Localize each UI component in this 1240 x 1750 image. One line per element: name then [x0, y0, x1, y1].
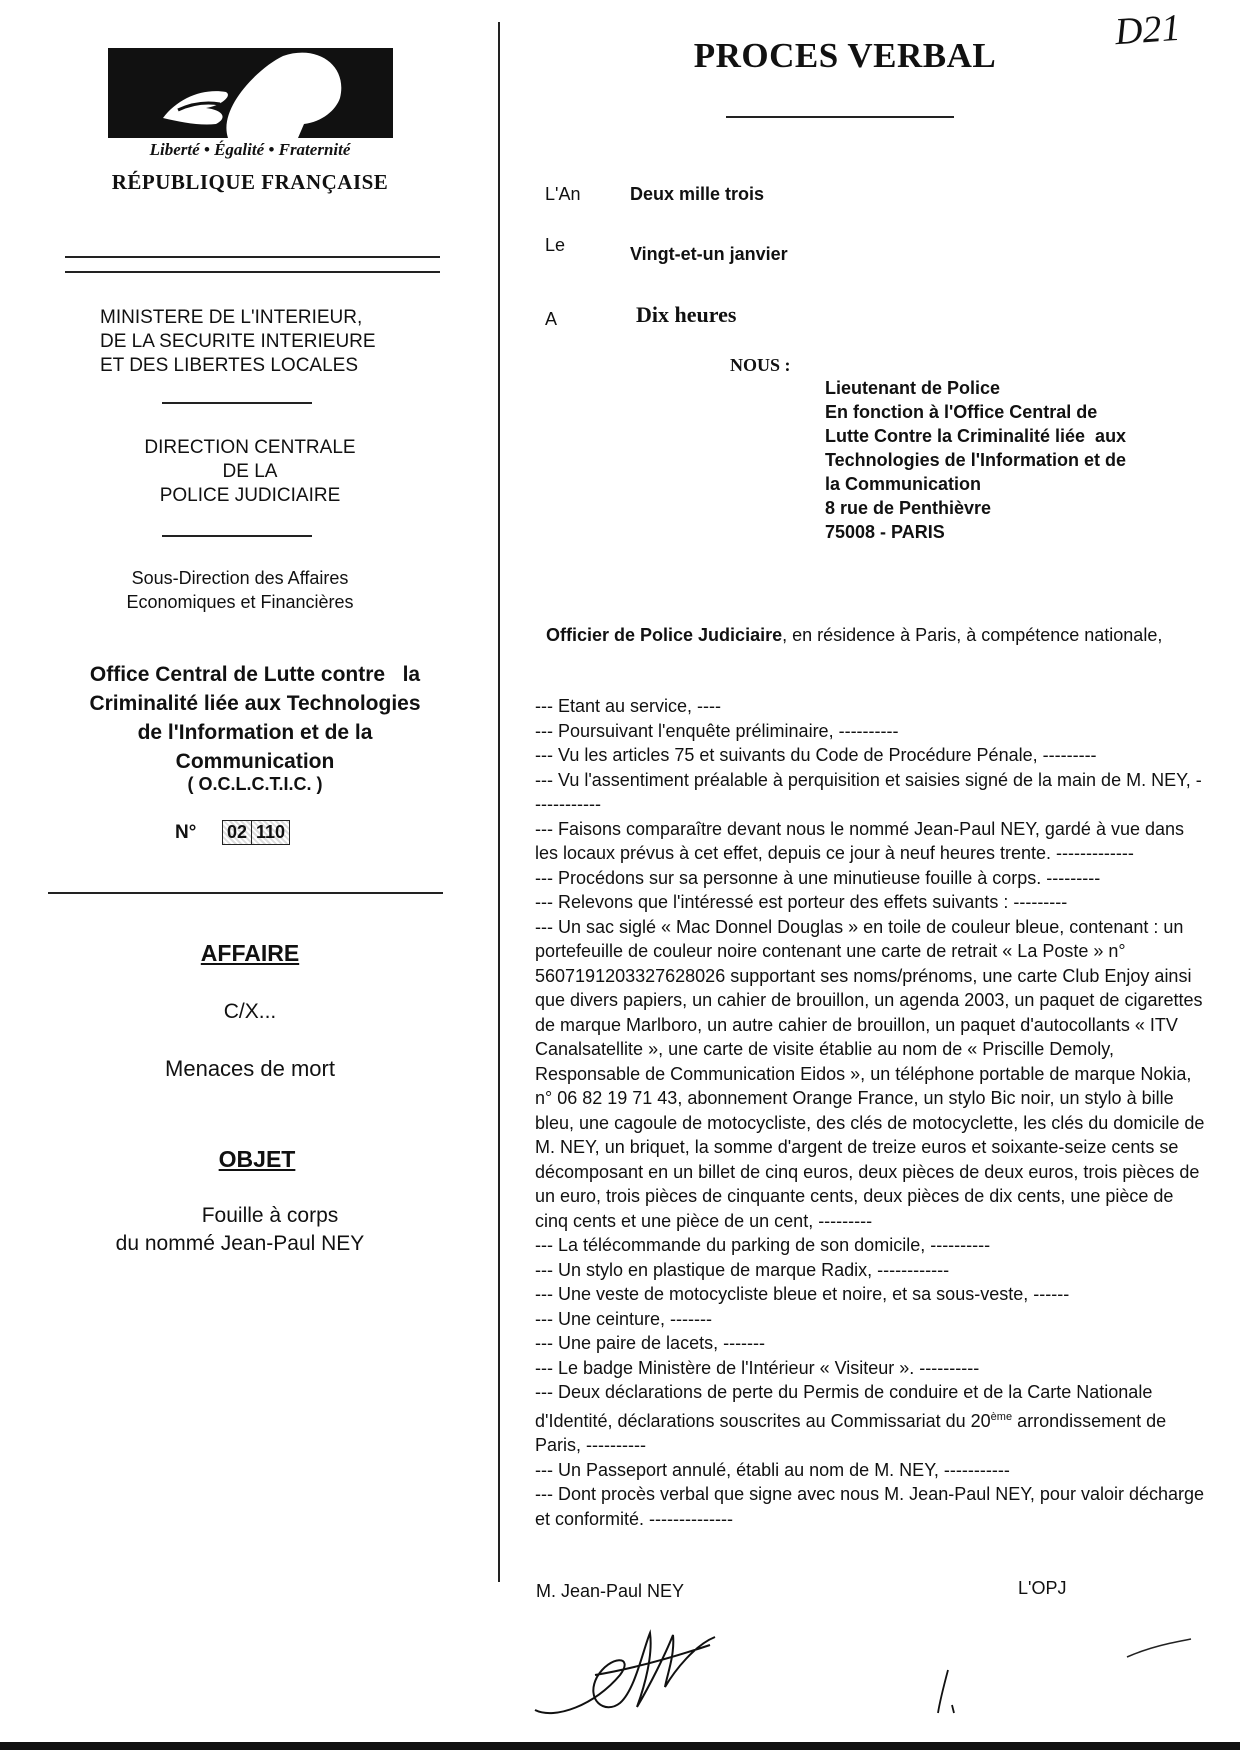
pv-paragraph: --- La télécommande du parking de son domicile, ----------	[535, 1235, 991, 1255]
office-line: de l'Information et de la	[137, 721, 373, 744]
title-underline	[726, 116, 954, 118]
officer-identity-block	[825, 376, 1215, 544]
objet-heading: OBJET	[218, 1146, 296, 1172]
pv-paragraph-declarations	[535, 1380, 1205, 1458]
officer-line: En fonction à l'Office Central de	[825, 402, 1098, 422]
republic-logo-block	[100, 48, 400, 233]
direction-block	[90, 436, 410, 508]
ministry-block	[100, 306, 430, 378]
pv-paragraph: --- Vu l'assentiment préalable à perquisition et saisies signé de la main de M. NEY, ------------	[535, 769, 1202, 814]
subdirection-line: Sous-Direction des Affaires	[131, 568, 349, 588]
header-divider-top	[65, 256, 440, 258]
scan-bottom-edge	[0, 1742, 1240, 1750]
subdirection-block	[80, 566, 400, 614]
officer-line: la Communication	[825, 474, 982, 494]
signer-left: M. Jean-Paul NEY	[536, 1581, 685, 1601]
number-label: N°	[175, 822, 197, 843]
nous-label: NOUS :	[730, 355, 791, 375]
a-value: Dix heures	[636, 302, 737, 327]
officer-line: 75008 - PARIS	[825, 522, 945, 542]
signature-ney-icon	[525, 1615, 725, 1725]
affaire-heading: AFFAIRE	[200, 940, 300, 966]
republic-name: RÉPUBLIQUE FRANÇAISE	[111, 170, 389, 194]
opj-intro	[546, 623, 1196, 648]
pv-paragraph: --- Faisons comparaître devant nous le nommé Jean-Paul NEY, gardé à vue dans les locaux prévus à cet effet, depuis ce jour à neuf heures trente. -------------	[535, 818, 1185, 863]
number-divider	[48, 892, 443, 894]
office-block	[55, 660, 455, 776]
column-divider	[498, 22, 500, 1582]
pv-paragraph: --- Le badge Ministère de l'Intérieur « Visiteur ». ----------	[535, 1357, 980, 1378]
pv-paragraph: --- Une ceinture, -------	[535, 1308, 713, 1329]
opj-title: Officier de Police Judiciaire	[546, 625, 783, 645]
pv-paragraph: --- Une veste de motocycliste bleue et noire, et sa sous-veste, ------	[535, 1284, 1070, 1304]
office-line: Criminalité liée aux Technologies	[89, 692, 421, 715]
office-line: Office Central de Lutte contre la	[89, 663, 421, 686]
office-line: Communication	[175, 750, 335, 773]
ministry-line: MINISTERE DE L'INTERIEUR,	[100, 307, 363, 328]
subdirection-line: Economiques et Financières	[126, 592, 354, 612]
an-label: L'An	[545, 184, 581, 204]
marianne-logo-icon	[108, 48, 393, 138]
pv-paragraph: --- Un Passeport annulé, établi au nom de M. NEY, -----------	[535, 1459, 1010, 1480]
pv-paragraph: --- Etant au service, ----	[535, 696, 722, 716]
an-value: Deux mille trois	[630, 184, 765, 204]
signer-right: L'OPJ	[1018, 1578, 1067, 1598]
number-part2: 110	[252, 821, 289, 844]
officer-line: Lutte Contre la Criminalité liée aux	[825, 426, 1127, 446]
pv-paragraph: --- Poursuivant l'enquête préliminaire, ----------	[535, 720, 899, 741]
opj-residence: , en résidence à Paris, à compétence nationale,	[782, 625, 1163, 645]
declarations-text-end: arrondissement de Paris, ----------	[535, 1410, 1167, 1455]
pv-paragraph: --- Relevons que l'intéressé est porteur des effets suivants : ---------	[535, 892, 1068, 912]
handwritten-doc-code: D21	[1113, 6, 1182, 54]
pv-paragraph: --- Un stylo en plastique de marque Radix, ------------	[535, 1259, 950, 1280]
declarations-superscript: ème	[990, 1410, 1013, 1423]
officer-line: 8 rue de Penthièvre	[825, 498, 992, 518]
office-acronym: ( O.C.L.C.T.I.C. )	[187, 774, 323, 794]
direction-line: DIRECTION CENTRALE	[144, 437, 356, 458]
pv-paragraph: --- Une paire de lacets, -------	[535, 1333, 766, 1353]
number-part1: 02	[223, 821, 252, 844]
objet-line2: du nommé Jean-Paul NEY	[115, 1232, 365, 1255]
le-label: Le	[545, 235, 566, 255]
affaire-parties: C/X...	[223, 1000, 277, 1023]
signature-opj-icon	[930, 1665, 960, 1720]
le-value: Vingt-et-un janvier	[630, 244, 788, 264]
a-label: A	[545, 309, 558, 329]
objet-line1: Fouille à corps	[201, 1204, 339, 1227]
pv-paragraph: --- Procédons sur sa personne à une minutieuse fouille à corps. ---------	[535, 867, 1101, 888]
pv-paragraph-effects: --- Un sac siglé « Mac Donnel Douglas » en toile de couleur bleue, contenant : un portefeuille de couleur noire contenant une carte de retrait « La Poste » n° 5607191203327628026 supportant ses noms/prénoms, une carte Club Enjoy ainsi que divers papiers, un cahier de brouillon, un agenda 2003, un paquet de cigarettes de marque Marlboro, un autre cahier de brouillon, un paquet d'autocollants « ITV Canalsatellite », une carte de visite établie au nom de « Priscille Demoly, Responsable de Communication Eidos », un téléphone portable de marque Nokia, n° 06 82 19 71 43, abonnement Orange France, un stylo Bic noir, un stylo à bille bleu, une cagoule de motocycliste, des clés de motocyclette, les clés du domicile de M. NEY, un briquet, la somme d'argent de treize euros et soixante-seize cents se décomposant en un billet de cinq euros, deux pièces de deux euros, trois pièces de un euro, trois pièces de cinquante cents, deux pièces de dix cents, une pièce de cinq cents et une pièce de un cent, ---------	[535, 916, 1205, 1231]
pv-title: PROCES VERBAL	[693, 36, 997, 75]
ministry-line: ET DES LIBERTES LOCALES	[100, 355, 359, 376]
pv-paragraph: --- Dont procès verbal que signe avec nous M. Jean-Paul NEY, pour valoir décharge et conformité. --------------	[535, 1484, 1205, 1529]
pv-paragraph: --- Vu les articles 75 et suivants du Code de Procédure Pénale, ---------	[535, 745, 1097, 765]
ministry-separator	[162, 402, 312, 404]
affaire-nature: Menaces de mort	[165, 1056, 335, 1081]
officer-line: Technologies de l'Information et de	[825, 450, 1126, 470]
officer-line: Lieutenant de Police	[825, 378, 1001, 398]
direction-separator	[162, 535, 312, 537]
direction-line: POLICE JUDICIAIRE	[159, 485, 341, 506]
header-divider-bottom	[65, 271, 440, 273]
pv-body	[535, 694, 1205, 1531]
margin-stroke-icon	[1125, 1635, 1195, 1660]
number-box	[222, 820, 290, 845]
republic-motto: Liberté • Égalité • Fraternité	[149, 140, 351, 159]
declarations-text: --- Deux déclarations de perte du Permis de conduire et de la Carte Nationale d'Identité, déclarations souscrites au Commissariat du 20	[535, 1382, 1153, 1431]
ministry-line: DE LA SECURITE INTERIEURE	[100, 331, 376, 352]
direction-line: DE LA	[222, 461, 278, 482]
